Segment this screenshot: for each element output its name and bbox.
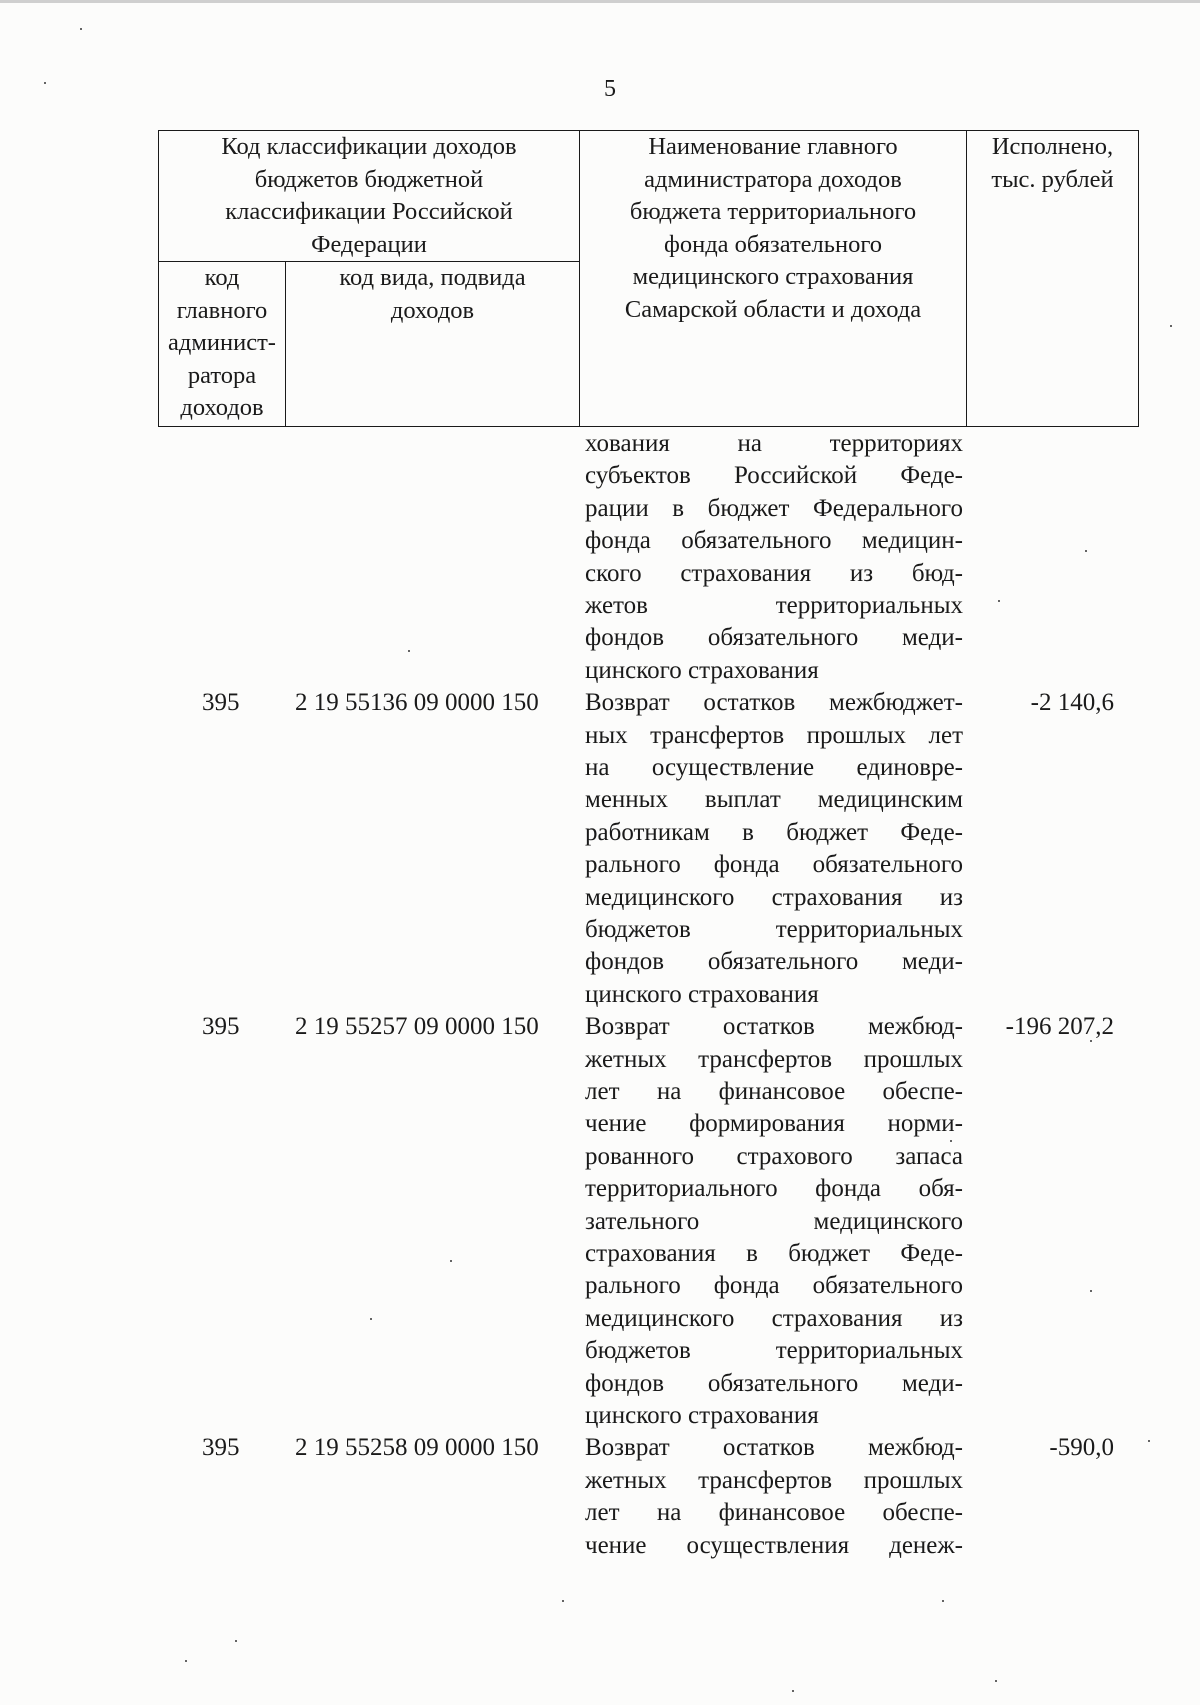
scan-speck bbox=[950, 1140, 952, 1142]
continuation-line: фонда обязательного медицин- bbox=[585, 527, 963, 555]
header-group-title: Код классификации доходов бюджетов бюджетной классификации Российской Федерации bbox=[159, 131, 580, 262]
row-name-line: жетных трансфертов прошлых bbox=[585, 1045, 963, 1073]
header-name-column: Наименование главного администратора доходов бюджета территориального фонда обязательного медицинского страхования Самарской области и дохода bbox=[580, 131, 967, 427]
row-name-line: бюджетов территориальных bbox=[585, 1337, 963, 1365]
scan-speck bbox=[235, 1640, 237, 1642]
scan-speck bbox=[998, 600, 1000, 602]
scan-speck bbox=[1170, 325, 1172, 327]
row-name-line: рованного страхового запаса bbox=[585, 1142, 963, 1170]
row-name-line: зательного медицинского bbox=[585, 1207, 963, 1235]
row-name-line: территориального фонда обя- bbox=[585, 1175, 963, 1203]
row-admin-code: 395 bbox=[202, 1013, 240, 1041]
header-amount-column: Исполнено, тыс. рублей bbox=[967, 131, 1139, 427]
row-name-line: на осуществление единовре- bbox=[585, 754, 963, 781]
row-name-line: медицинского страхования из bbox=[585, 1304, 963, 1332]
scan-speck bbox=[44, 82, 46, 84]
row-name-line: чение осуществления денеж- bbox=[585, 1531, 963, 1559]
row-amount: -2 140,6 bbox=[1030, 689, 1114, 717]
row-name-line: цинского страхования bbox=[585, 980, 819, 1008]
page-number: 5 bbox=[604, 76, 616, 102]
scan-speck bbox=[450, 1260, 452, 1262]
row-name-line: жетных трансфертов прошлых bbox=[585, 1466, 963, 1494]
scan-edge bbox=[0, 0, 1200, 3]
scan-speck bbox=[185, 1660, 187, 1662]
row-income-code: 2 19 55136 09 0000 150 bbox=[295, 689, 539, 717]
scan-speck bbox=[792, 1690, 794, 1692]
row-name-line: лет на финансовое обеспе- bbox=[585, 1499, 963, 1527]
row-income-code: 2 19 55257 09 0000 150 bbox=[295, 1013, 539, 1041]
row-income-code: 2 19 55258 09 0000 150 bbox=[295, 1434, 539, 1462]
row-name-line: фондов обязательного меди- bbox=[585, 948, 963, 976]
scan-speck bbox=[942, 1600, 944, 1602]
continuation-line: жетов территориальных bbox=[585, 592, 963, 619]
row-amount: -196 207,2 bbox=[1005, 1013, 1114, 1041]
continuation-line: цинского страхования bbox=[585, 656, 819, 684]
continuation-line: ского страхования из бюд- bbox=[585, 559, 963, 587]
header-table bbox=[158, 130, 1139, 427]
row-name-line: цинского страхования bbox=[585, 1402, 819, 1429]
row-name-line: лет на финансовое обеспе- bbox=[585, 1078, 963, 1105]
header-admin-code-column: код главного админист- ратора доходов bbox=[159, 262, 286, 427]
row-name-line: фондов обязательного меди- bbox=[585, 1369, 963, 1397]
scan-speck bbox=[562, 1600, 564, 1602]
scan-speck bbox=[1090, 1290, 1092, 1292]
row-name-line: страхования в бюджет Феде- bbox=[585, 1240, 963, 1267]
scan-speck bbox=[80, 28, 82, 30]
scan-speck bbox=[1085, 550, 1087, 552]
scan-speck bbox=[370, 1318, 372, 1320]
scan-speck bbox=[408, 650, 410, 652]
row-name-line: ных трансфертов прошлых лет bbox=[585, 721, 963, 749]
header-income-code-column: код вида, подвида доходов bbox=[286, 262, 580, 427]
row-name-line: работникам в бюджет Феде- bbox=[585, 818, 963, 846]
row-name-line: рального фонда обязательного bbox=[585, 851, 963, 879]
row-admin-code: 395 bbox=[202, 689, 240, 717]
row-name-line: бюджетов территориальных bbox=[585, 916, 963, 943]
row-admin-code: 395 bbox=[202, 1434, 240, 1462]
row-name-line: рального фонда обязательного bbox=[585, 1272, 963, 1300]
row-name-line: медицинского страхования из bbox=[585, 883, 963, 911]
continuation-line: рации в бюджет Федерального bbox=[585, 494, 963, 522]
row-name-line: менных выплат медицинским bbox=[585, 786, 963, 814]
row-name-line: Возврат остатков межбюд- bbox=[585, 1013, 963, 1041]
scan-speck bbox=[995, 1680, 997, 1682]
row-name-line: чение формирования норми- bbox=[585, 1110, 963, 1138]
row-name-line: Возврат остатков межбюд- bbox=[585, 1434, 963, 1462]
continuation-line: хования на территориях bbox=[585, 430, 963, 457]
continuation-line: субъектов Российской Феде- bbox=[585, 462, 963, 490]
scan-speck bbox=[1148, 1440, 1150, 1442]
row-amount: -590,0 bbox=[1049, 1434, 1114, 1462]
scan-speck bbox=[1090, 1040, 1092, 1042]
continuation-line: фондов обязательного меди- bbox=[585, 624, 963, 652]
row-name-line: Возврат остатков межбюджет- bbox=[585, 689, 963, 717]
